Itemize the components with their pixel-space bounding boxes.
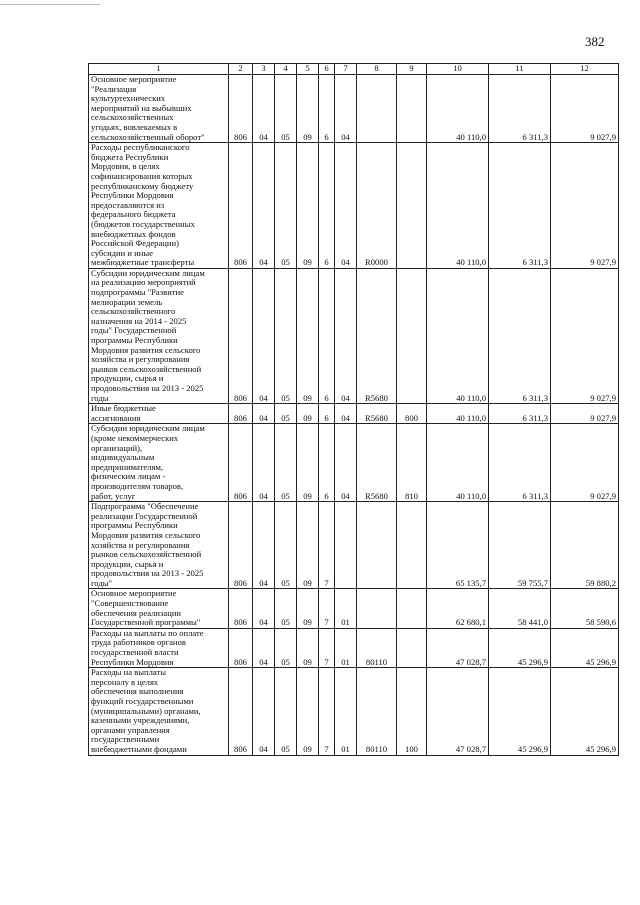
table-cell: 806 xyxy=(229,424,253,502)
table-cell: 806 xyxy=(229,268,253,403)
table-cell: 09 xyxy=(297,502,319,589)
table-cell: 9 027,9 xyxy=(551,143,619,269)
table-cell xyxy=(397,268,427,403)
header-cell: 12 xyxy=(551,64,619,75)
table-cell: 09 xyxy=(297,424,319,502)
row-description: Основное мероприятие "Реализация культуртехнических мероприятий на выбывших сельскохозяйственных угодьях, вовлекаемых в сельскохозяйственный оборот" xyxy=(89,75,229,143)
table-row xyxy=(89,75,619,143)
table-cell: 806 xyxy=(229,143,253,269)
header-cell: 6 xyxy=(319,64,335,75)
table-cell: 7 xyxy=(319,628,335,667)
table-cell xyxy=(397,143,427,269)
table-cell: 6 311,3 xyxy=(489,268,551,403)
table-cell: 09 xyxy=(297,404,319,424)
table-cell: 05 xyxy=(275,143,297,269)
table-cell: 04 xyxy=(253,424,275,502)
table-cell: 40 110,0 xyxy=(427,268,489,403)
table-cell: 04 xyxy=(253,75,275,143)
header-cell: 5 xyxy=(297,64,319,75)
table-cell: 9 027,9 xyxy=(551,75,619,143)
row-description: Подпрограмма "Обеспечение реализации Государственной программы Республики Мордовия развития сельского хозяйства и регулирования рынков сельскохозяйственной продукции, сырья и продовольствия на 2013 - 2025 годы" xyxy=(89,502,229,589)
table-cell: R0000 xyxy=(357,143,397,269)
header-cell: 7 xyxy=(335,64,357,75)
table-cell: 04 xyxy=(253,668,275,755)
table-cell: 59 755,7 xyxy=(489,502,551,589)
row-description: Субсидии юридическим лицам (кроме некоммерческих организаций), индивидуальным предпринимателям, физическим лицам - производителям товаров, работ, услуг xyxy=(89,424,229,502)
row-description: Расходы республиканского бюджета Республики Мордовия, в целях софинансирования которых республиканскому бюджету Республики Мордовия предоставляются из федерального бюджета (бюджетов государственных внебюджетных фондов Российской Федерации) субсидии и иные межбюджетные трансферты xyxy=(89,143,229,269)
table-cell: 04 xyxy=(253,589,275,628)
table-cell: 6 xyxy=(319,143,335,269)
table-cell: 04 xyxy=(335,143,357,269)
table-cell: 05 xyxy=(275,502,297,589)
header-cell: 4 xyxy=(275,64,297,75)
header-cell: 3 xyxy=(253,64,275,75)
table-cell: 6 311,3 xyxy=(489,424,551,502)
table-cell xyxy=(335,502,357,589)
table-row xyxy=(89,268,619,403)
table-cell: 806 xyxy=(229,502,253,589)
table-cell: 80110 xyxy=(357,668,397,755)
table-header-row xyxy=(89,64,619,75)
table-cell: 40 110,0 xyxy=(427,143,489,269)
table-cell: 05 xyxy=(275,589,297,628)
table-row xyxy=(89,404,619,424)
table-cell: 58 441,0 xyxy=(489,589,551,628)
table-cell: 01 xyxy=(335,628,357,667)
table-cell: 05 xyxy=(275,628,297,667)
table-cell: 09 xyxy=(297,268,319,403)
table-cell: 810 xyxy=(397,424,427,502)
table-row xyxy=(89,668,619,755)
table-cell xyxy=(397,589,427,628)
table-cell: 806 xyxy=(229,668,253,755)
table-cell: 05 xyxy=(275,424,297,502)
table-cell: 6 311,3 xyxy=(489,75,551,143)
row-description: Расходы на выплаты персоналу в целях обеспечения выполнения функций государственными (муниципальными) органами, казенными учреждениями, органами управления государственными внебюджетными фондами xyxy=(89,668,229,755)
table-cell xyxy=(397,628,427,667)
table-cell: 45 296,9 xyxy=(489,668,551,755)
table-cell xyxy=(357,589,397,628)
table-cell: 04 xyxy=(253,502,275,589)
table-cell: 58 590,6 xyxy=(551,589,619,628)
table-row xyxy=(89,502,619,589)
row-description: Расходы на выплаты по оплате труда работников органов государственной власти Республики Мордовия xyxy=(89,628,229,667)
scan-edge-line xyxy=(0,4,100,5)
table-cell: R5680 xyxy=(357,404,397,424)
table-cell: 04 xyxy=(253,268,275,403)
table-cell: 04 xyxy=(253,404,275,424)
table-cell: 04 xyxy=(253,628,275,667)
table-cell: 09 xyxy=(297,628,319,667)
table-cell: 40 110,0 xyxy=(427,75,489,143)
header-cell: 8 xyxy=(357,64,397,75)
table-cell: 800 xyxy=(397,404,427,424)
table-cell: 04 xyxy=(253,143,275,269)
table-cell: 09 xyxy=(297,75,319,143)
table-cell: 09 xyxy=(297,668,319,755)
table-cell xyxy=(357,75,397,143)
table-cell: 05 xyxy=(275,668,297,755)
table-row xyxy=(89,589,619,628)
table-cell: 7 xyxy=(319,668,335,755)
table-cell: 09 xyxy=(297,589,319,628)
header-cell: 11 xyxy=(489,64,551,75)
row-description: Субсидии юридическим лицам на реализацию мероприятий подпрограммы "Развитие мелиорации земель сельскохозяйственного назначения на 2014 - 2025 годы" Государственной программы Республики Мордовия развития сельского хозяйства и регулирования рынков сельскохозяйственной продукции, сырья и продовольствия на 2013 - 2025 годы xyxy=(89,268,229,403)
table-row xyxy=(89,143,619,269)
table-cell xyxy=(357,502,397,589)
table-cell: 01 xyxy=(335,668,357,755)
table-cell: R5680 xyxy=(357,424,397,502)
table-cell: 65 135,7 xyxy=(427,502,489,589)
table-cell: 05 xyxy=(275,75,297,143)
table-cell: 80110 xyxy=(357,628,397,667)
table-cell: 6 xyxy=(319,75,335,143)
table-cell: 806 xyxy=(229,75,253,143)
header-cell: 10 xyxy=(427,64,489,75)
table-cell: 6 xyxy=(319,268,335,403)
table-cell: R5680 xyxy=(357,268,397,403)
budget-table xyxy=(88,63,619,756)
table-cell: 6 xyxy=(319,424,335,502)
table-cell: 806 xyxy=(229,589,253,628)
table-cell: 47 028,7 xyxy=(427,668,489,755)
table-cell: 05 xyxy=(275,404,297,424)
table-cell: 05 xyxy=(275,268,297,403)
table-cell: 01 xyxy=(335,589,357,628)
table-cell xyxy=(397,75,427,143)
table-cell xyxy=(397,502,427,589)
table-cell: 9 027,9 xyxy=(551,268,619,403)
table-cell: 04 xyxy=(335,404,357,424)
table-cell: 40 110,0 xyxy=(427,404,489,424)
table-cell: 45 296,9 xyxy=(551,628,619,667)
table-cell: 45 296,9 xyxy=(551,668,619,755)
table-cell: 04 xyxy=(335,75,357,143)
table-cell: 45 296,9 xyxy=(489,628,551,667)
table-cell: 7 xyxy=(319,589,335,628)
table-cell: 09 xyxy=(297,143,319,269)
page-number: 382 xyxy=(585,34,605,49)
table-cell: 100 xyxy=(397,668,427,755)
table-cell: 9 027,9 xyxy=(551,404,619,424)
table-cell: 04 xyxy=(335,268,357,403)
table-cell: 6 311,3 xyxy=(489,143,551,269)
header-cell: 2 xyxy=(229,64,253,75)
table-cell: 9 027,9 xyxy=(551,424,619,502)
table-cell: 04 xyxy=(335,424,357,502)
header-cell: 9 xyxy=(397,64,427,75)
row-description: Основное мероприятие "Совершенствование обеспечения реализации Государственной программы" xyxy=(89,589,229,628)
row-description: Иные бюджетные ассигнования xyxy=(89,404,229,424)
table-cell: 62 680,1 xyxy=(427,589,489,628)
table-cell: 806 xyxy=(229,628,253,667)
table-cell: 6 311,3 xyxy=(489,404,551,424)
table-cell: 7 xyxy=(319,502,335,589)
table-row xyxy=(89,424,619,502)
table-cell: 47 028,7 xyxy=(427,628,489,667)
table-cell: 40 110,0 xyxy=(427,424,489,502)
table-cell: 59 880,2 xyxy=(551,502,619,589)
table-row xyxy=(89,628,619,667)
header-cell: 1 xyxy=(89,64,229,75)
table-cell: 806 xyxy=(229,404,253,424)
table-body xyxy=(89,75,619,756)
table-cell: 6 xyxy=(319,404,335,424)
